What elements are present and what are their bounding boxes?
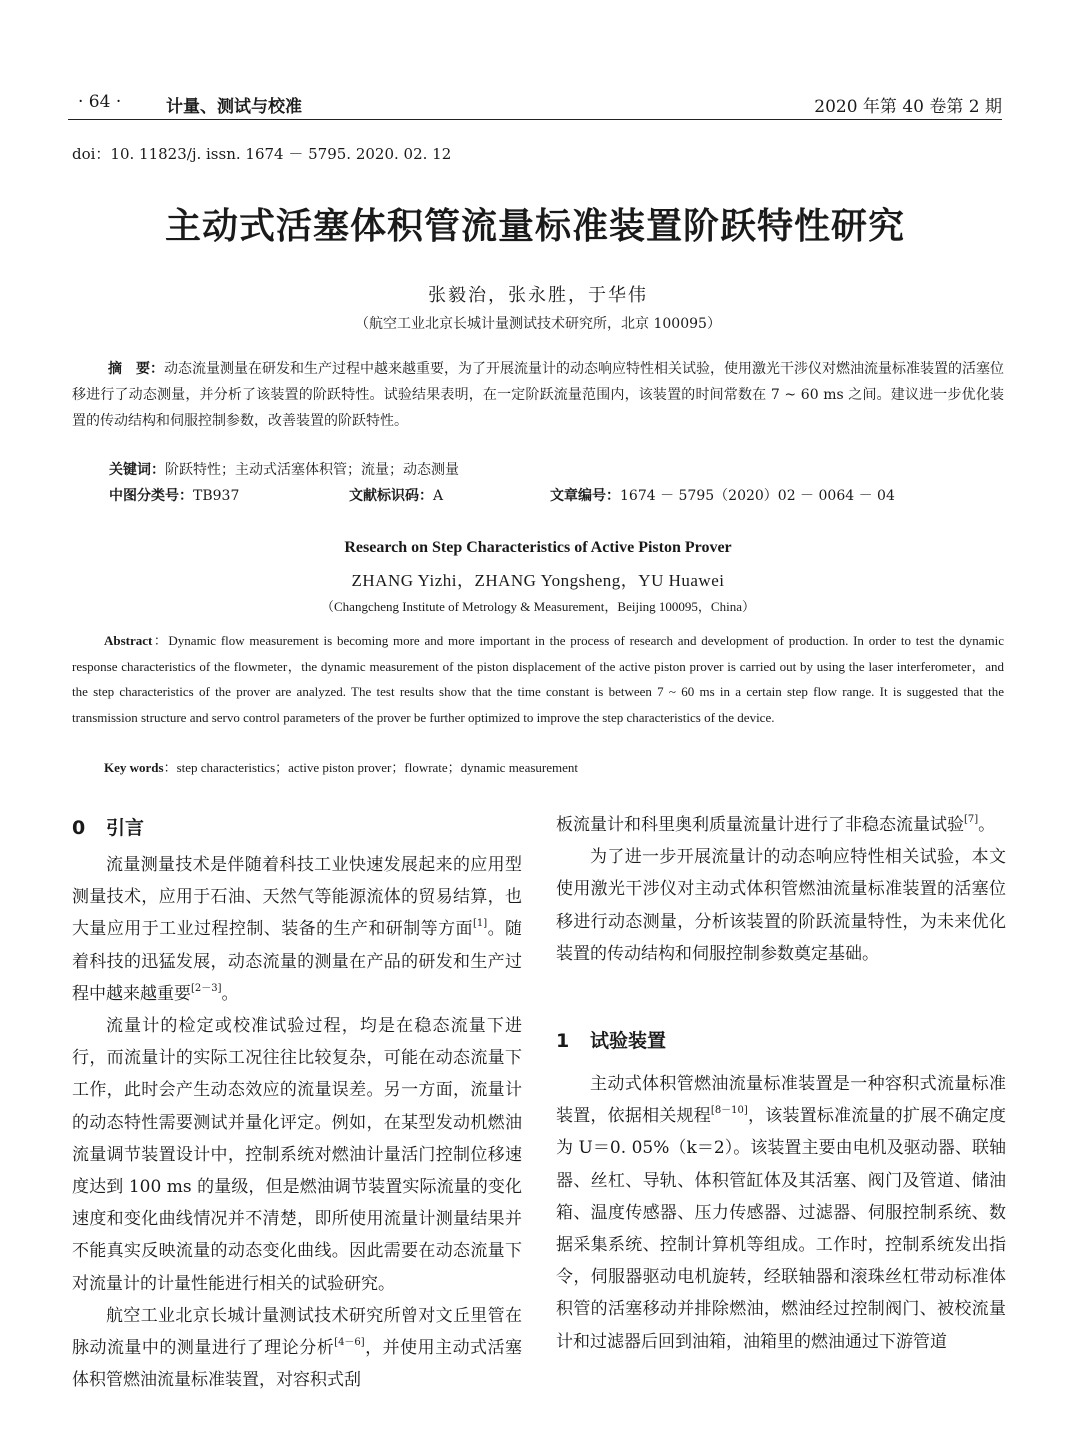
section-1-body [556, 1068, 1006, 1358]
citation-1: [1] [472, 918, 488, 930]
section-0-heading [72, 813, 144, 840]
intro-p1-text-c: 。 [221, 983, 239, 1004]
intro-paragraph-2: 流量计的检定或校准试验过程，均是在稳态流量下进行，而流量计的实际工况往往比较复杂，可能在动态流量下工作，此时会产生动态效应的流量误差。另一方面，流量计的动态特性需要测试并量化评定。例如，在某型发动机燃油流量调节装置设计中，控制系统对燃油计量活门控制位移速度达到 100 ms 的量级，但是燃油调节装置实际流量的变化速度和变化曲线情况并不清楚，即所使用流量计测量结果并不能真实反映流量的动态变化曲线。因此需要在动态流量下对流量计的计量性能进行相关的试验研究。 [72, 1016, 522, 1294]
right-column [556, 809, 1006, 970]
authors-cn: 张毅治，张永胜，于华伟 [428, 285, 648, 306]
issue-info: 2020 年第 40 卷第 2 期 [814, 97, 1002, 117]
intro-p1-text-b: 。随着科技的迅猛发展，动态流量的测量在产品的研发和生产过程中越来越重要 [72, 919, 523, 1004]
keywords-en-label: Key words [104, 760, 164, 775]
intro-paragraph-3 [72, 1300, 522, 1397]
intro-paragraph-3-continued [556, 809, 1006, 841]
abstract-cn-label: 摘 要： [108, 361, 164, 377]
article-number-value: 1674 － 5795（2020）02 － 0064 － 04 [620, 488, 895, 504]
page-number: · 64 · [78, 92, 122, 112]
apparatus-p1-text-a: 主动式体积管燃油流量标准装置是一种容积式流量标准装置，依据相关规程 [556, 1074, 1006, 1127]
citation-2-3: [2－3] [191, 982, 222, 994]
section-1-heading [556, 1026, 666, 1053]
intro-paragraph-1 [72, 849, 522, 1010]
abstract-cn [72, 356, 1004, 434]
header-rule [68, 119, 1002, 120]
doc-code-value: A [433, 488, 444, 504]
intro-p3-cont-text-b: 。 [978, 815, 996, 835]
section-0-number: 0 [72, 817, 86, 839]
apparatus-paragraph-1 [556, 1068, 1006, 1358]
keywords-cn [109, 459, 459, 479]
intro-p3-text-b: ，并使用主动式活塞体积管燃油流量标准装置，对容积式刮 [72, 1338, 523, 1391]
citation-7: [7] [964, 814, 979, 825]
section-1-number: 1 [556, 1030, 570, 1052]
affiliation-en: （Changcheng Institute of Metrology & Measurement，Beijing 100095，China） [321, 599, 755, 614]
abstract-en-text: ：Dynamic flow measurement is becoming more and more important in the process of research and development of production. In order to test the dynamic response characteristics of the flowmeter，the dynamic measurement of the piston displacement of the active piston prover is carried out by using the laser interferometer，and the step characteristics of the prover are analyzed. The test results show that the time constant is between 7 ~ 60 ms in a certain step flow range. It is suggested that the transmission structure and servo control parameters of the prover be further optimized to improve the step characteristics of the device. [72, 633, 1004, 725]
intro-paragraph-4: 为了进一步开展流量计的动态响应特性相关试验，本文使用激光干涉仪对主动式体积管燃油流量标准装置的活塞位移进行动态测量，分析该装置的阶跃流量特性，为未来优化装置的传动结构和伺服控制参数奠定基础。 [556, 847, 1006, 964]
left-column [72, 849, 522, 1396]
journal-section-name: 计量、测试与校准 [166, 97, 302, 117]
affiliation-cn: （航空工业北京长城计量测试技术研究所，北京 100095） [355, 316, 721, 332]
section-1-title: 试验装置 [590, 1030, 667, 1052]
clc-label: 中图分类号： [109, 488, 193, 504]
section-0-title: 引言 [106, 817, 145, 839]
intro-p3-cont-text-a: 板流量计和科里奥利质量流量计进行了非稳态流量试验 [556, 815, 964, 835]
doc-code-label: 文献标识码： [349, 488, 433, 504]
intro-p3-text-a: 航空工业北京长城计量测试技术研究所曾对文丘里管在脉动流量中的测量进行了理论分析 [72, 1305, 522, 1359]
keywords-en-text: ：step characteristics；active piston prover；flowrate；dynamic measurement [163, 760, 579, 775]
abstract-en [72, 628, 1004, 730]
article-number-label: 文章编号： [550, 488, 620, 504]
intro-p1-text-a: 流量测量技术是伴随着科技工业快速发展起来的应用型测量技术，应用于石油、天然气等能源流体的贸易结算，也大量应用于工业过程控制、装备的生产和研制等方面 [72, 855, 522, 940]
clc-value: TB937 [193, 488, 240, 504]
doi-line: doi：10. 11823/j. issn. 1674 － 5795. 2020. 02. 12 [72, 145, 452, 163]
keywords-en [104, 757, 578, 776]
paper-title-cn: 主动式活塞体积管流量标准装置阶跃特性研究 [164, 206, 905, 247]
clc-number [109, 485, 239, 505]
citation-8-10: [8－10] [710, 1105, 748, 1117]
authors-en: ZHANG Yizhi，ZHANG Yongsheng，YU Huawei [351, 571, 725, 590]
apparatus-p1-text-b: ，该装置标准流量的扩展不确定度为 U＝0. 05%（k＝2）。该装置主要由电机及驱动器、联轴器、丝杠、导轨、体积管缸体及其活塞、阀门及管道、储油箱、温度传感器、压力传感器、过滤器、伺服控制系统、数据采集系统、控制计算机等组成。工作时，控制系统发出指令，伺服器驱动电机旋转，经联轴器和滚珠丝杠带动标准体积管的活塞移动并排除燃油，燃油经过控制阀门、被校流量计和过滤器后回到油箱，油箱里的燃油通过下游管道 [556, 1106, 1007, 1352]
paper-title-en: Research on Step Characteristics of Active Piston Prover [344, 539, 732, 556]
classification-line [109, 485, 1004, 509]
article-number [550, 485, 895, 505]
citation-4-6: [4－6] [334, 1337, 365, 1349]
keywords-cn-text: 阶跃特性；主动式活塞体积管；流量；动态测量 [165, 462, 459, 478]
abstract-cn-text: 动态流量测量在研发和生产过程中越来越重要，为了开展流量计的动态响应特性相关试验，使用激光干涉仪对燃油流量标准装置的活塞位移进行了动态测量，并分析了该装置的阶跃特性。试验结果表明，在一定阶跃流量范围内，该装置的时间常数在 7 ~ 60 ms 之间。建议进一步优化装置的传动结构和伺服控制参数，改善装置的阶跃特性。 [72, 361, 1004, 429]
document-code [349, 485, 443, 505]
keywords-cn-label: 关键词： [109, 462, 165, 478]
abstract-en-label: Abstract [104, 633, 153, 648]
